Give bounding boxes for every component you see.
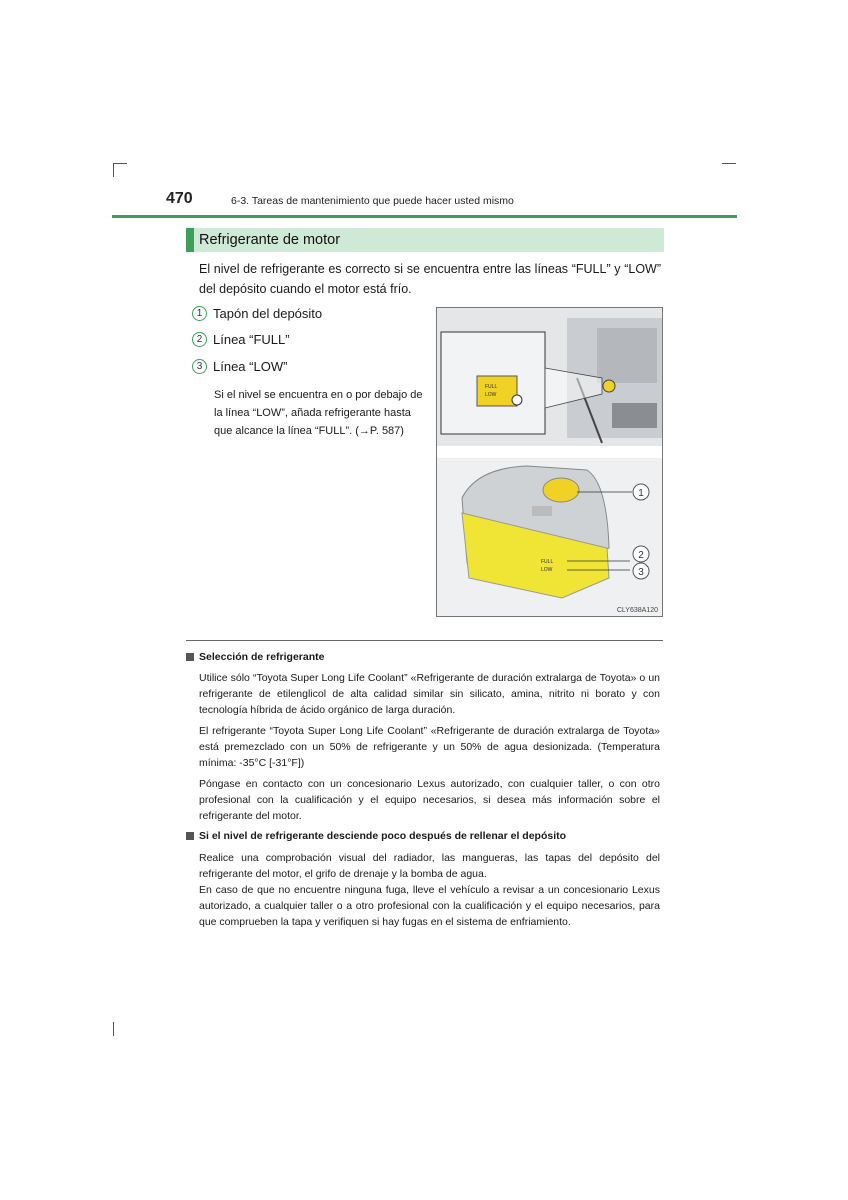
crop-mark-top-right-h bbox=[722, 163, 736, 164]
callout-badge: 2 bbox=[192, 332, 207, 347]
paragraph: En caso de que no encuentre ninguna fuga, lleve el vehículo a revisar a un concesionario Lexus autorizado, a cualquier taller o a otro profesional con la cualificación y el equipo necesarios, para que comprueben la tapa y verifiquen si hay fugas en el sistema de enfriamiento. bbox=[199, 884, 660, 928]
crop-mark-top-left-v bbox=[113, 163, 114, 177]
inset-tank bbox=[477, 376, 517, 406]
callout-2-text: 2 bbox=[638, 550, 644, 561]
list-item-label: Línea “FULL” bbox=[213, 332, 290, 347]
list-item bbox=[192, 332, 290, 347]
callout-badge: 1 bbox=[192, 306, 207, 321]
reservoir-cap bbox=[543, 478, 579, 502]
inset-bolt bbox=[512, 395, 522, 405]
paragraph: Realice una comprobación visual del radiador, las mangueras, las tapas del depósito del refrigerante del motor, el grifo de drenaje y la bomba de agua. bbox=[199, 852, 660, 880]
engine-cover bbox=[597, 328, 657, 383]
subsection-title: Selección de refrigerante bbox=[199, 651, 325, 663]
bullet-square-icon bbox=[186, 832, 194, 840]
crop-mark-bottom-left-v bbox=[113, 1022, 114, 1036]
chapter-title: 6-3. Tareas de mantenimiento que puede hacer usted mismo bbox=[231, 195, 514, 207]
coolant-reservoir-illustration bbox=[437, 308, 662, 616]
header-divider bbox=[112, 215, 737, 218]
coolant-reservoir-figure bbox=[436, 307, 663, 617]
section-title: Refrigerante de motor bbox=[186, 228, 664, 252]
subsection-heading bbox=[186, 830, 566, 842]
paragraph: Póngase en contacto con un concesionario Lexus autorizado, con cualquier taller, o con otro profesional con la cualificación y el equipo necesarios, si desea más información sobre el refrigerante del motor. bbox=[199, 778, 660, 822]
list-item-label: Tapón del depósito bbox=[213, 306, 323, 321]
subsection-heading bbox=[186, 651, 324, 663]
crop-mark-top-left-h bbox=[113, 163, 127, 164]
inset-low-text: LOW bbox=[485, 392, 497, 398]
reservoir-nozzle bbox=[532, 506, 552, 516]
callout-badge: 3 bbox=[192, 359, 207, 374]
list-item bbox=[192, 359, 287, 374]
section-rule bbox=[186, 640, 663, 641]
tank-low-text: LOW bbox=[541, 567, 553, 573]
engine-grille bbox=[612, 403, 657, 428]
tank-full-text: FULL bbox=[541, 559, 554, 565]
callout-3-text: 3 bbox=[638, 567, 644, 578]
section-intro: El nivel de refrigerante es correcto si se encuentra entre las líneas “FULL” y “LOW” del depósito cuando el motor está frío. bbox=[199, 262, 661, 296]
paragraph: Utilice sólo “Toyota Super Long Life Coolant” «Refrigerante de duración extralarga de Toyota» o un refrigerante de etilenglicol de alta calidad similar sin silicato, amina, nitrito ni borato y con tecnología híbrida de ácido orgánico de larga duración. bbox=[199, 672, 660, 716]
list-item bbox=[192, 306, 322, 321]
callout-1-text: 1 bbox=[638, 488, 644, 499]
inset-full-text: FULL bbox=[485, 384, 498, 390]
reservoir-cap-small bbox=[603, 380, 615, 392]
list-item-label: Línea “LOW” bbox=[213, 359, 288, 374]
page-number: 470 bbox=[166, 190, 193, 207]
figure-code: CLY638A120 bbox=[616, 607, 658, 614]
subsection-title: Si el nivel de refrigerante desciende poco después de rellenar el depósito bbox=[199, 830, 567, 842]
bullet-square-icon bbox=[186, 653, 194, 661]
refill-note: Si el nivel se encuentra en o por debajo de la línea “LOW”, añada refrigerante hasta que alcance la línea “FULL”. (→P. 587) bbox=[214, 389, 423, 437]
paragraph: El refrigerante “Toyota Super Long Life Coolant” «Refrigerante de duración extralarga de Toyota» está premezclado con un 50% de refrigerante y un 50% de agua desionizada. (Temperatura mínima: -35°C [-31°F]) bbox=[199, 725, 660, 769]
